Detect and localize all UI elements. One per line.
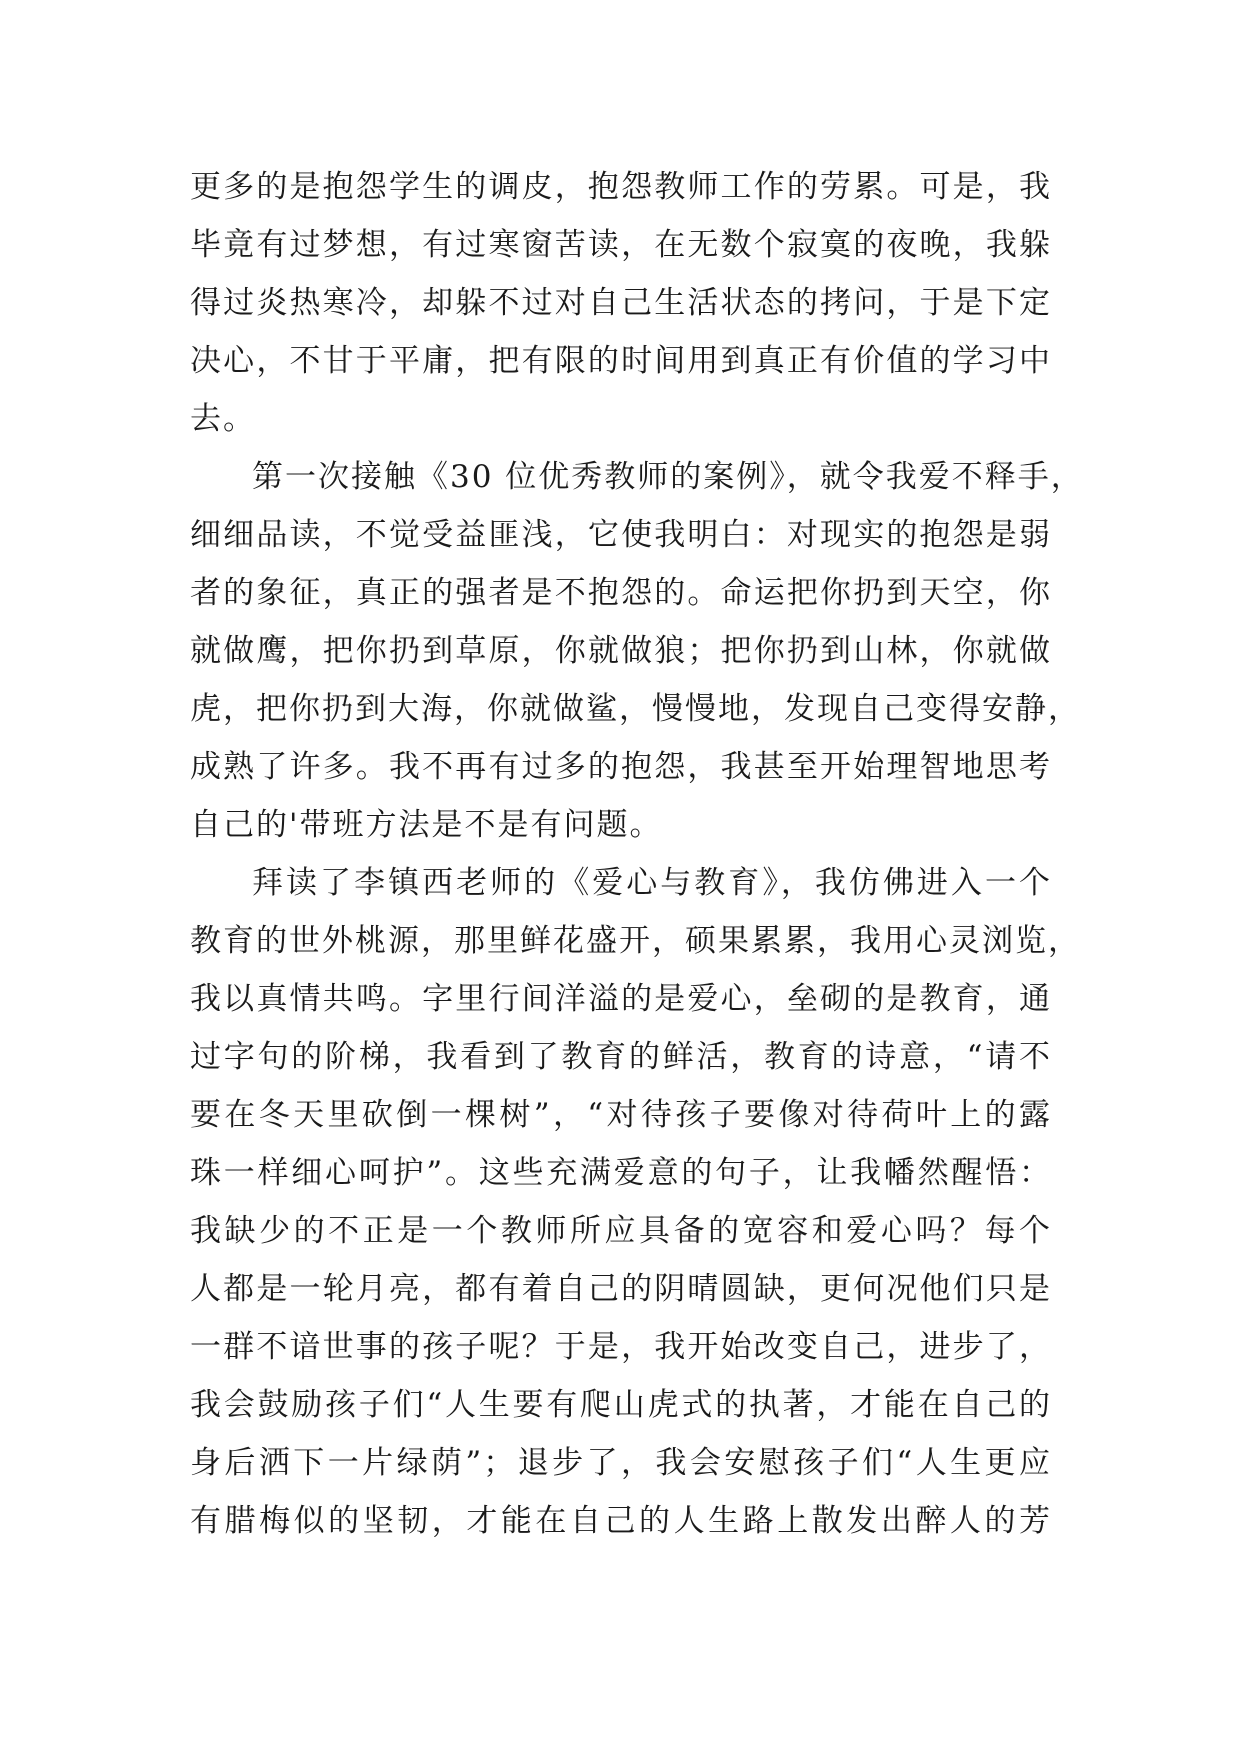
text-line: 要在冬天里砍倒一棵树”，“对待孩子要像对待荷叶上的露 — [190, 1097, 1052, 1133]
text-line: 者的象征，真正的强者是不抱怨的。命运把你扔到天空，你 — [190, 575, 1052, 611]
body-text — [190, 158, 1084, 1550]
text-line: 更多的是抱怨学生的调皮，抱怨教师工作的劳累。可是，我 — [190, 169, 1052, 205]
text-line: 去。 — [190, 401, 256, 437]
text-line: 我会鼓励孩子们“人生要有爬山虎式的执著，才能在自己的 — [190, 1387, 1052, 1423]
text-line: 一群不谙世事的孩子呢？于是，我开始改变自己，进步了， — [190, 1329, 1052, 1365]
text-line: 身后洒下一片绿荫”；退步了，我会安慰孩子们“人生更应 — [190, 1445, 1052, 1481]
text-line: 过字句的阶梯，我看到了教育的鲜活，教育的诗意，“请不 — [190, 1039, 1052, 1075]
text-line: 珠一样细心呵护”。这些充满爱意的句子，让我幡然醒悟： — [190, 1155, 1052, 1191]
paragraph-first-line: 拜读了李镇西老师的《爱心与教育》，我仿佛进入一个 — [252, 865, 1052, 901]
text-line: 毕竟有过梦想，有过寒窗苦读，在无数个寂寞的夜晚，我躲 — [190, 227, 1052, 263]
text-line: 我以真情共鸣。字里行间洋溢的是爱心，垒砌的是教育，通 — [190, 981, 1052, 1017]
text-line: 得过炎热寒冷，却躲不过对自己生活状态的拷问，于是下定 — [190, 285, 1052, 321]
text-line: 决心，不甘于平庸，把有限的时间用到真正有价值的学习中 — [190, 343, 1052, 379]
text-line: 细细品读，不觉受益匪浅，它使我明白：对现实的抱怨是弱 — [190, 517, 1052, 553]
text-line: 虎，把你扔到大海，你就做鲨，慢慢地，发现自己变得安静， — [190, 691, 1081, 727]
text-line: 有腊梅似的坚韧，才能在自己的人生路上散发出醉人的芳 — [190, 1503, 1052, 1539]
text-line: 自己的'带班方法是不是有问题。 — [190, 807, 663, 843]
paragraph-first-line: 第一次接触《30 位优秀教师的案例》，就令我爱不释手， — [252, 459, 1084, 495]
text-line: 人都是一轮月亮，都有着自己的阴晴圆缺，更何况他们只是 — [190, 1271, 1052, 1307]
text-line: 教育的世外桃源，那里鲜花盛开，硕果累累，我用心灵浏览， — [190, 923, 1081, 959]
text-line: 就做鹰，把你扔到草原，你就做狼；把你扔到山林，你就做 — [190, 633, 1052, 669]
text-line: 我缺少的不正是一个教师所应具备的宽容和爱心吗？每个 — [190, 1213, 1052, 1249]
text-line: 成熟了许多。我不再有过多的抱怨，我甚至开始理智地思考 — [190, 749, 1052, 785]
